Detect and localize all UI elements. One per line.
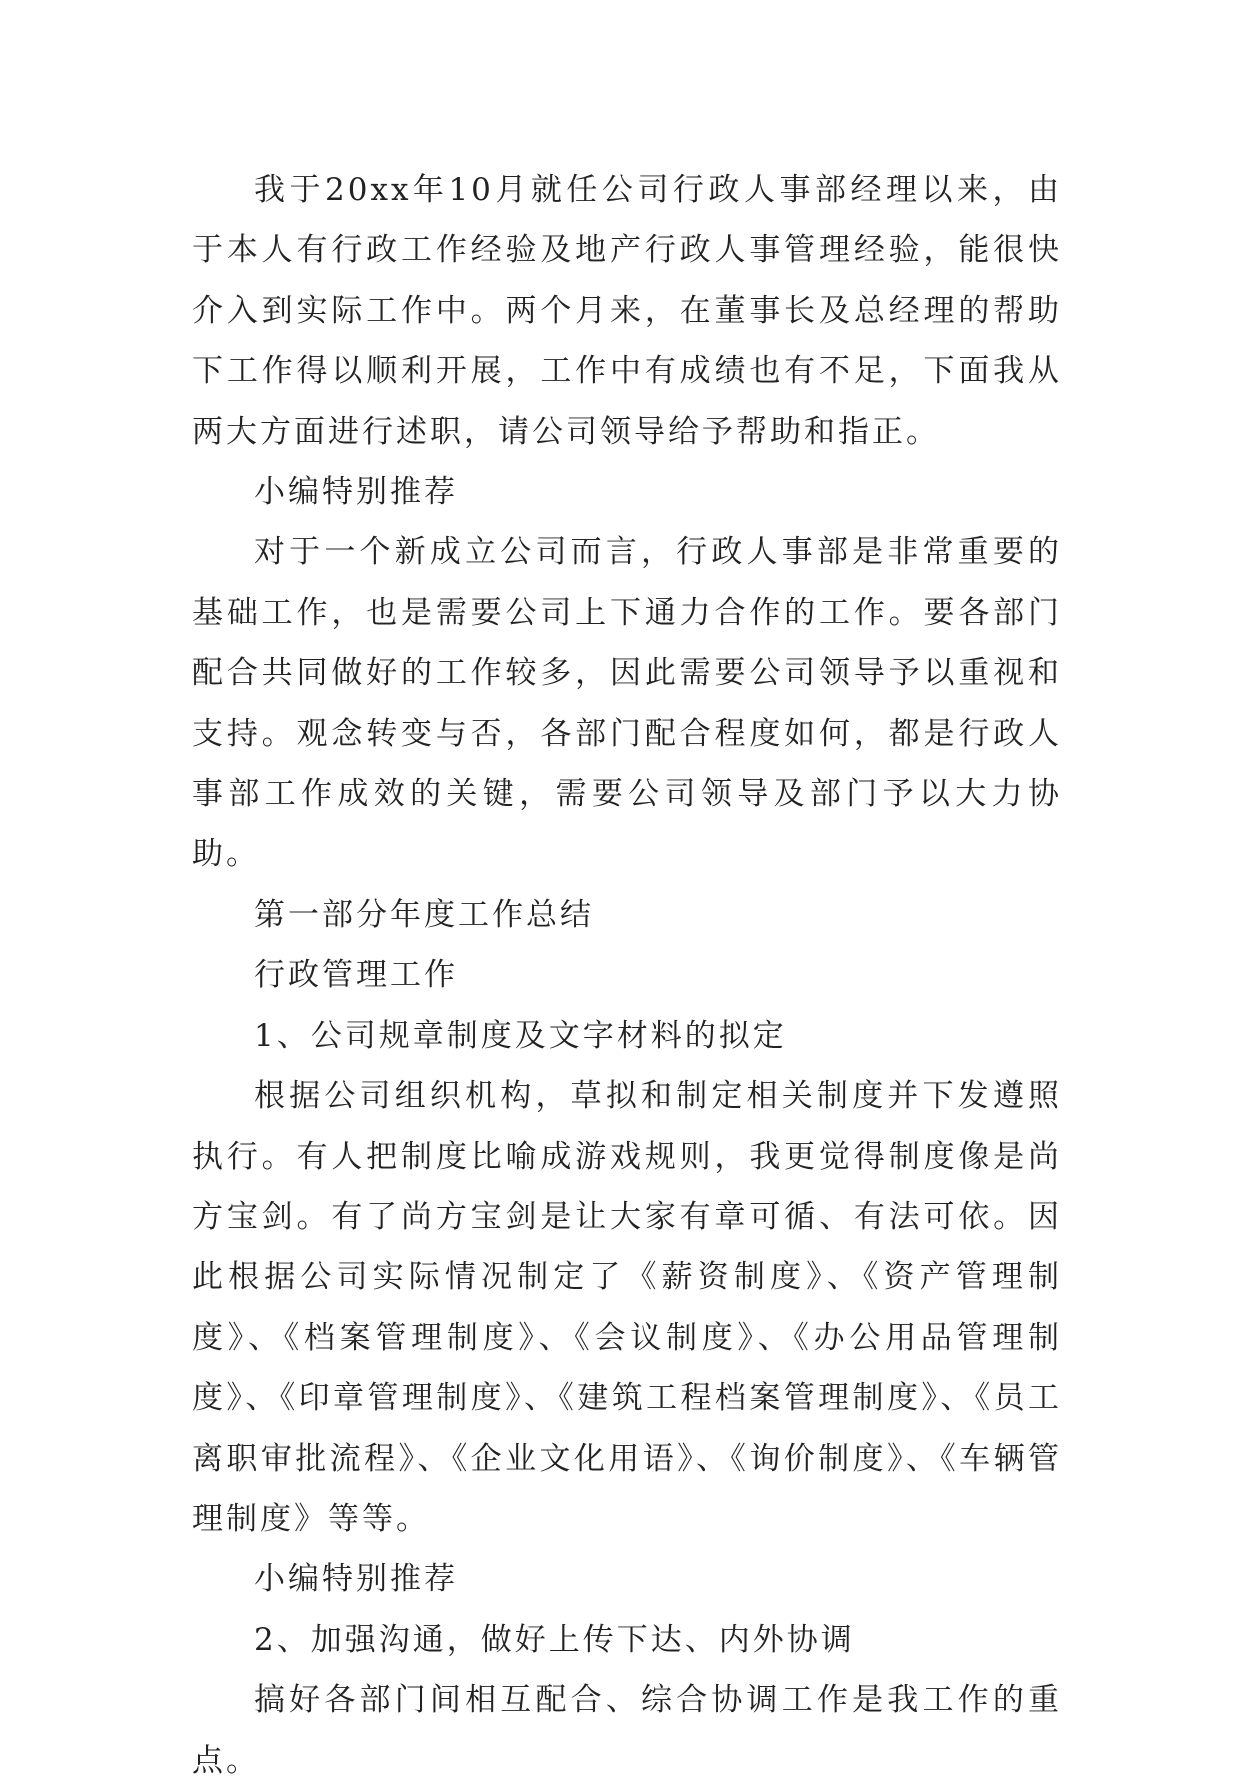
paragraph-coordination: 搞好各部门间相互配合、综合协调工作是我工作的重点。: [192, 1682, 1062, 1779]
paragraph-background: 对于一个新成立公司而言，行政人事部是非常重要的基础工作，也是需要公司上下通力合作的工作。要各部门配合共同做好的工作较多，因此需要公司领导予以重视和支持。观念转变与否，各部门配合程度如何，都是行政人事部工作成效的关键，需要公司领导及部门予以大力协助。: [192, 534, 1062, 873]
item-heading-2: 2、加强沟通，做好上传下达、内外协调: [254, 1621, 855, 1658]
section-heading: 第一部分年度工作总结: [254, 896, 594, 933]
paragraph-regulations: 根据公司组织机构，草拟和制定相关制度并下发遵照执行。有人把制度比喻成游戏规则，我更觉得制度像是尚方宝剑。有了尚方宝剑是让大家有章可循、有法可依。因此根据公司实际情况制定了《薪资制度》、《资产管理制度》、《档案管理制度》、《会议制度》、《办公用品管理制度》、《印章管理制度》、《建筑工程档案管理制度》、《员工离职审批流程》、《企业文化用语》、《询价制度》、《车辆管理制度》等等。: [192, 1078, 1062, 1537]
recommend-note: 小编特别推荐: [254, 474, 458, 511]
item-heading-1: 1、公司规章制度及文字材料的拟定: [254, 1017, 787, 1054]
document-body: [192, 160, 1062, 1791]
subsection-heading: 行政管理工作: [254, 957, 458, 994]
paragraph-intro: 我于20xx年10月就任公司行政人事部经理以来，由于本人有行政工作经验及地产行政人事管理经验，能很快介入到实际工作中。两个月来，在董事长及总经理的帮助下工作得以顺利开展，工作中有成绩也有不足，下面我从两大方面进行述职，请公司领导给予帮助和指正。: [192, 172, 1062, 450]
recommend-note: 小编特别推荐: [254, 1561, 458, 1598]
